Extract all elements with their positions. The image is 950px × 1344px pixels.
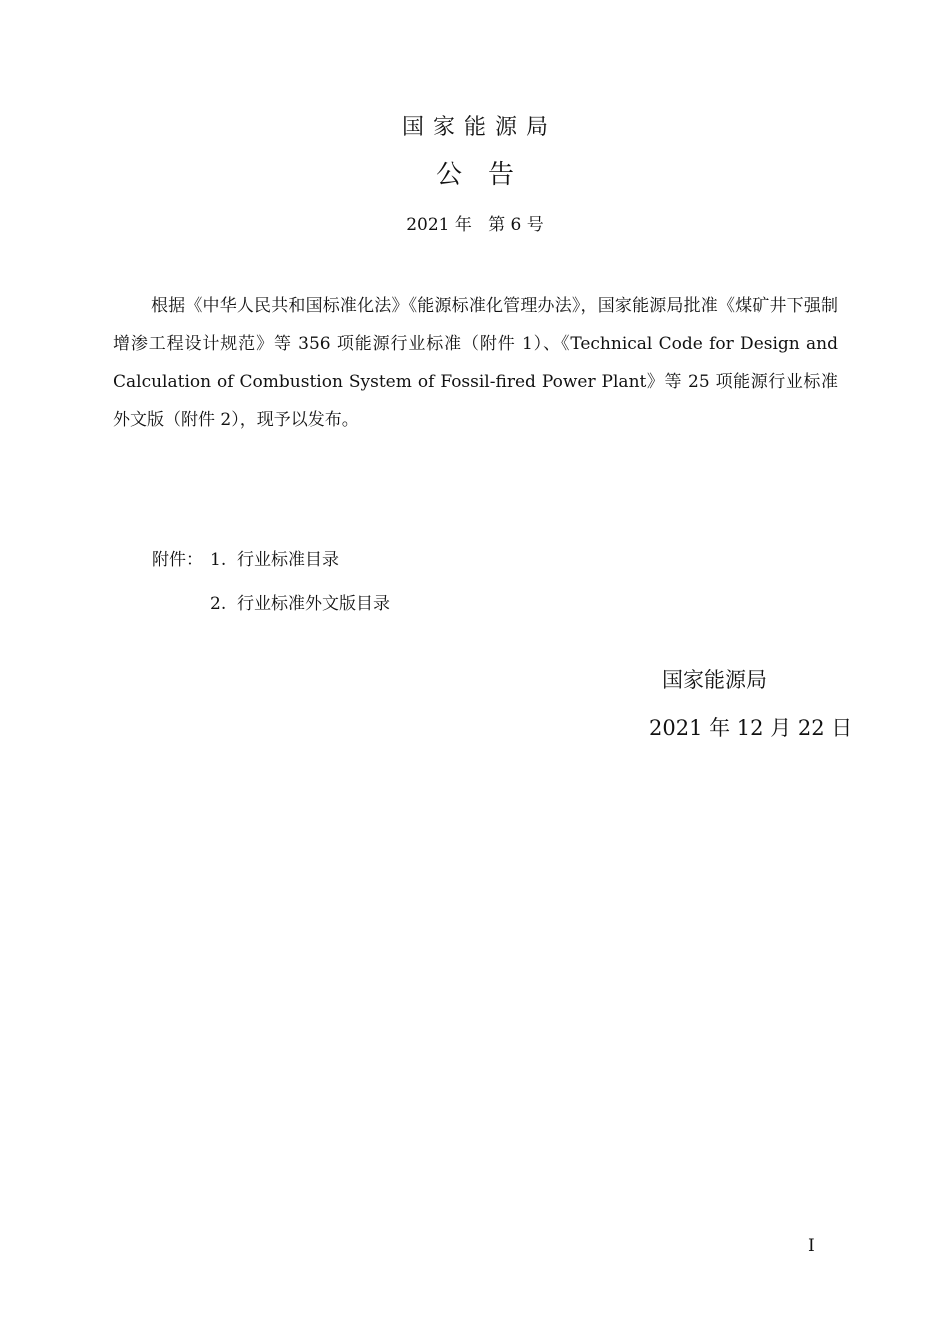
attachments-list [152, 538, 390, 626]
attachment-item-label: 2. 行业标准外文版目录 [210, 594, 391, 614]
attachment-item [152, 538, 390, 582]
signature-date: 2021 年 12 月 22 日 [649, 716, 853, 740]
page-number: I [808, 1236, 815, 1256]
attachments-label: 附件： [152, 550, 203, 570]
attachment-item-label: 1. 行业标准目录 [210, 550, 340, 570]
attachment-item [152, 582, 390, 626]
document-number: 2021 年 第 6 号 [406, 215, 544, 235]
signature-block [600, 656, 890, 752]
announcement-body: 根据《中华人民共和国标准化法》《能源标准化管理办法》，国家能源局批准《煤矿井下强制增渗工程设计规范》等 356 项能源行业标准（附件 1）、《Technical Code for Design and Calculation of Combustion System of Fossil-fired Power Plant》等 25 项能源行业标准外文版（附件 2），现予以发布。 [113, 296, 838, 430]
document-type: 公告 [435, 160, 540, 190]
issuer-name: 国家能源局 [401, 115, 557, 140]
signature-issuer: 国家能源局 [662, 668, 767, 692]
